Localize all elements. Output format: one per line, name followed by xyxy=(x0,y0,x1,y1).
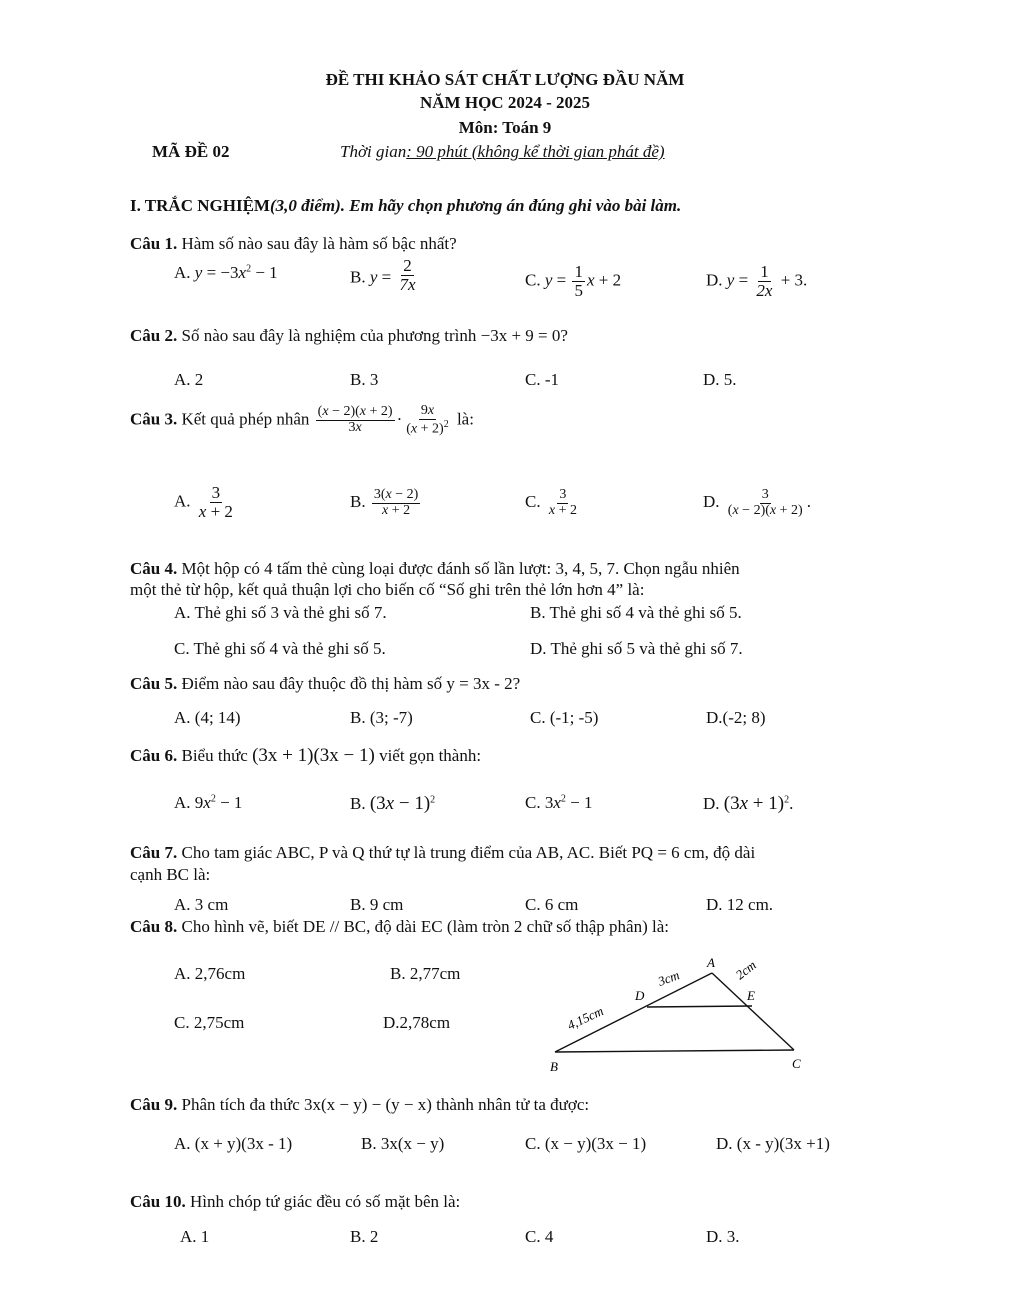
section-title: I. TRẮC NGHIỆM xyxy=(130,196,270,215)
side-ac xyxy=(712,973,794,1050)
triangle-figure xyxy=(540,950,820,1080)
label-a: A xyxy=(707,955,715,970)
q2-option-b: B. 3 xyxy=(350,370,379,389)
side-bc xyxy=(555,1050,794,1052)
q4-option-a: A. Thẻ ghi số 3 và thẻ ghi số 7. xyxy=(174,603,387,622)
q1-option-d: D. y = $\frac{1}{2x}$ + 3. xyxy=(706,262,808,300)
q4-option-d: D. Thẻ ghi số 5 và thẻ ghi số 7. xyxy=(530,639,743,658)
q2-option-c: C. -1 xyxy=(525,370,559,389)
question-10: Câu 10. Hình chóp tứ giác đều có số mặt bên là: xyxy=(130,1192,461,1211)
q5-option-a: A. (4; 14) xyxy=(174,708,241,727)
q9-option-a: A. (x + y)(3x - 1) xyxy=(174,1134,293,1153)
q8-option-a: A. 2,76cm xyxy=(174,964,246,983)
question-label: Câu 1. xyxy=(130,234,178,253)
q8-option-b: B. 2,77cm xyxy=(390,964,461,983)
label-b: B xyxy=(550,1059,558,1074)
q6-option-a: A. $9x^2 - 1$ xyxy=(174,793,243,812)
question-1 xyxy=(130,234,457,254)
exam-title: ĐỀ THI KHẢO SÁT CHẤT LƯỢNG ĐẦU NĂM xyxy=(325,70,685,89)
section-heading xyxy=(130,196,681,216)
school-year: NĂM HỌC 2024 - 2025 xyxy=(420,93,590,112)
q3-option-c: C. $\frac{3}{x + 2}$ xyxy=(525,487,577,518)
question-9: Câu 9. Phân tích đa thức 3x(x − y) − (y − x) thành nhân tử ta được: xyxy=(130,1095,590,1114)
q6-option-d: D. $(3x + 1)^2$. xyxy=(703,793,794,814)
question-text: Hàm số nào sau đây là hàm số bậc nhất? xyxy=(177,234,457,253)
q6-option-b: B. $(3x - 1)^2$ xyxy=(350,793,436,814)
q2-option-d: D. 5. xyxy=(703,370,737,389)
q2-option-a: A. 2 xyxy=(174,370,204,389)
q1-option-c: C. y = $\frac{1}{5}$ x + 2 xyxy=(525,262,622,300)
q9-option-c: C. (x − y)(3x − 1) xyxy=(525,1134,647,1153)
question-3: Câu 3. Kết quả phép nhân $\frac{(x - 2)(x + 2)}{3x}$ · $\frac{9x}{(x + 2)^2}$ là: xyxy=(130,403,474,437)
exam-code: MÃ ĐỀ 02 xyxy=(152,142,230,161)
q10-option-c: C. 4 xyxy=(525,1227,554,1246)
section-instruction: (3,0 điểm). Em hãy chọn phương án đúng ghi vào bài làm. xyxy=(269,196,682,215)
q9-option-d: D. (x - y)(3x +1) xyxy=(716,1134,830,1153)
q1-option-b: B. y = $\frac{2}{7x}$ xyxy=(350,256,416,294)
product-fraction-1: $\frac{(x - 2)(x + 2)}{3x}$ xyxy=(317,404,393,436)
product-fraction-2: $\frac{9x}{(x + 2)^2}$ xyxy=(406,403,449,437)
q5-option-b: B. (3; -7) xyxy=(350,708,413,727)
q5-option-d: D.(-2; 8) xyxy=(706,708,766,727)
label-ad: 3cm xyxy=(655,967,682,989)
question-4-line2: một thẻ từ hộp, kết quả thuận lợi cho biến cố “Số ghi trên thẻ lớn hơn 4” là: xyxy=(130,580,645,599)
segment-de xyxy=(647,1006,752,1007)
time-note xyxy=(340,142,665,162)
q3-option-a: A. $\frac{3}{x + 2}$ xyxy=(174,483,233,521)
question-8: Câu 8. Cho hình vẽ, biết DE // BC, độ dài EC (làm tròn 2 chữ số thập phân) là: xyxy=(130,917,669,936)
q8-option-c: C. 2,75cm xyxy=(174,1013,245,1032)
q1-option-a: A. $y = -3x^2 - 1$ xyxy=(174,263,278,282)
question-2: Câu 2. Số nào sau đây là nghiệm của phương trình −3x + 9 = 0? xyxy=(130,326,568,345)
question-7: Câu 7. Cho tam giác ABC, P và Q thứ tự là trung điểm của AB, AC. Biết PQ = 6 cm, độ dài xyxy=(130,843,756,862)
q3-option-b: B. $\frac{3(x - 2)}{x + 2}$ xyxy=(350,487,419,518)
time-rest: : 90 phút (không kể thời gian phát đề) xyxy=(406,142,665,161)
label-db: 4,15cm xyxy=(564,1003,606,1033)
q3-option-d: D. $\frac{3}{(x - 2)(x + 2)}$ . xyxy=(703,487,811,518)
q6-option-c: C. $3x^2 - 1$ xyxy=(525,793,593,812)
question-5: Câu 5. Điểm nào sau đây thuộc đồ thị hàm số y = 3x - 2? xyxy=(130,674,521,693)
label-ae: 2cm xyxy=(732,957,759,983)
question-6: Câu 6. Biểu thức (3x + 1)(3x − 1) viết gọn thành: xyxy=(130,745,482,766)
expression: (3x + 1)(3x − 1) xyxy=(252,745,375,766)
q9-option-b: B. 3x(x − y) xyxy=(361,1134,445,1153)
q10-option-b: B. 2 xyxy=(350,1227,379,1246)
label-c: C xyxy=(792,1056,801,1071)
q8-option-d: D.2,78cm xyxy=(383,1013,451,1032)
equation: −3x + 9 = 0 xyxy=(480,326,561,345)
q10-option-a: A. 1 xyxy=(180,1227,210,1246)
question-4: Câu 4. Một hộp có 4 tấm thẻ cùng loại được đánh số lần lượt: 3, 4, 5, 7. Chọn ngẫu nhiên xyxy=(130,559,740,578)
question-7-line2: cạnh BC là: xyxy=(130,865,211,884)
q5-option-c: C. (-1; -5) xyxy=(530,708,599,727)
q10-option-d: D. 3. xyxy=(706,1227,740,1246)
q4-option-b: B. Thẻ ghi số 4 và thẻ ghi số 5. xyxy=(530,603,742,622)
q7-option-c: C. 6 cm xyxy=(525,895,579,914)
subject: Môn: Toán 9 xyxy=(458,118,552,137)
label-d: D xyxy=(635,988,645,1003)
q7-option-b: B. 9 cm xyxy=(350,895,404,914)
q7-option-a: A. 3 cm xyxy=(174,895,229,914)
label-e: E xyxy=(747,988,755,1003)
q4-option-c: C. Thẻ ghi số 4 và thẻ ghi số 5. xyxy=(174,639,386,658)
q7-option-d: D. 12 cm. xyxy=(706,895,774,914)
time-prefix: Thời gian xyxy=(340,142,407,161)
